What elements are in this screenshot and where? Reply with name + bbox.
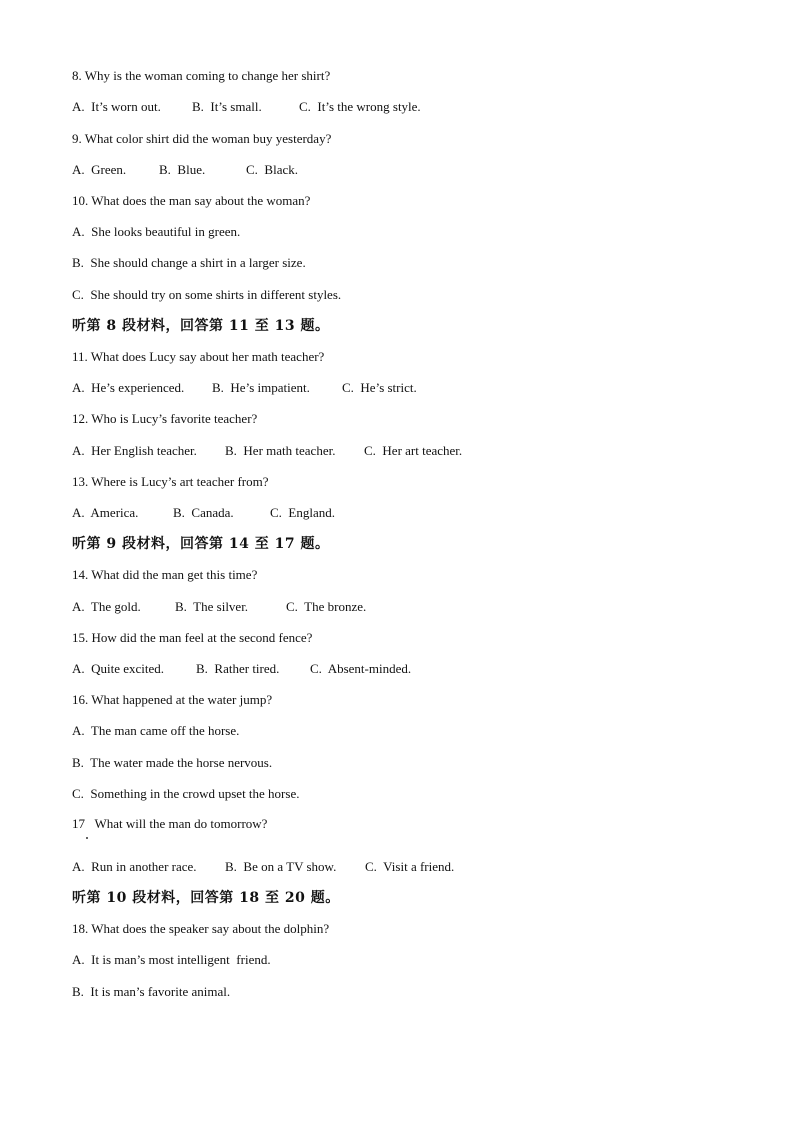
question-12: 12. Who is Lucy’s favorite teacher?	[72, 411, 258, 426]
question-9: 9. What color shirt did the woman buy yesterday?	[72, 131, 332, 146]
section-heading-8: 听第 8 段材料，回答第 11 至 13 题。	[72, 318, 330, 334]
q8-option-c: C. It’s the wrong style.	[299, 99, 421, 114]
section-heading-10: 听第 10 段材料，回答第 18 至 20 题。	[72, 890, 340, 906]
q17-option-c: C. Visit a friend.	[365, 859, 455, 874]
q18-option-b: B. It is man’s favorite animal.	[72, 984, 231, 999]
q12-option-b: B. Her math teacher.	[225, 443, 336, 458]
q8-option-a: A. It’s worn out.	[72, 99, 161, 114]
section-heading-9: 听第 9 段材料，回答第 14 至 17 题。	[72, 536, 330, 552]
question-16: 16. What happened at the water jump?	[72, 692, 273, 707]
q10-option-c: C. She should try on some shirts in different styles.	[72, 287, 342, 302]
q12-option-c: C. Her art teacher.	[364, 443, 463, 458]
q17-option-a: A. Run in another race.	[72, 859, 197, 874]
q14-option-c: C. The bronze.	[286, 599, 367, 614]
q13-option-c: C. England.	[270, 505, 335, 520]
q11-option-b: B. He’s impatient.	[212, 380, 310, 395]
question-17: 17 What will the man do tomorrow?	[72, 816, 268, 831]
q16-option-a: A. The man came off the horse.	[72, 723, 240, 738]
question-14: 14. What did the man get this time?	[72, 567, 258, 582]
q9-option-a: A. Green.	[72, 162, 127, 177]
q14-option-b: B. The silver.	[175, 599, 249, 614]
q8-option-b: B. It’s small.	[192, 99, 262, 114]
stray-dot	[86, 837, 88, 839]
question-18: 18. What does the speaker say about the dolphin?	[72, 921, 330, 936]
q10-option-a: A. She looks beautiful in green.	[72, 224, 241, 239]
q10-option-b: B. She should change a shirt in a larger size.	[72, 255, 306, 270]
q11-option-c: C. He’s strict.	[342, 380, 417, 395]
question-11: 11. What does Lucy say about her math teacher?	[72, 349, 325, 364]
q13-option-a: A. America.	[72, 505, 139, 520]
question-13: 13. Where is Lucy’s art teacher from?	[72, 474, 269, 489]
question-10: 10. What does the man say about the woman?	[72, 193, 311, 208]
q9-option-c: C. Black.	[246, 162, 298, 177]
q15-option-a: A. Quite excited.	[72, 661, 165, 676]
question-8: 8. Why is the woman coming to change her shirt?	[72, 68, 331, 83]
q18-option-a: A. It is man’s most intelligent friend.	[72, 952, 271, 967]
q16-option-b: B. The water made the horse nervous.	[72, 755, 273, 770]
q9-option-b: B. Blue.	[159, 162, 206, 177]
q13-option-b: B. Canada.	[173, 505, 234, 520]
q15-option-b: B. Rather tired.	[196, 661, 280, 676]
q14-option-a: A. The gold.	[72, 599, 141, 614]
q15-option-c: C. Absent-minded.	[310, 661, 412, 676]
q12-option-a: A. Her English teacher.	[72, 443, 197, 458]
q17-option-b: B. Be on a TV show.	[225, 859, 337, 874]
q16-option-c: C. Something in the crowd upset the horse.	[72, 786, 300, 801]
q11-option-a: A. He’s experienced.	[72, 380, 185, 395]
question-15: 15. How did the man feel at the second fence?	[72, 630, 313, 645]
